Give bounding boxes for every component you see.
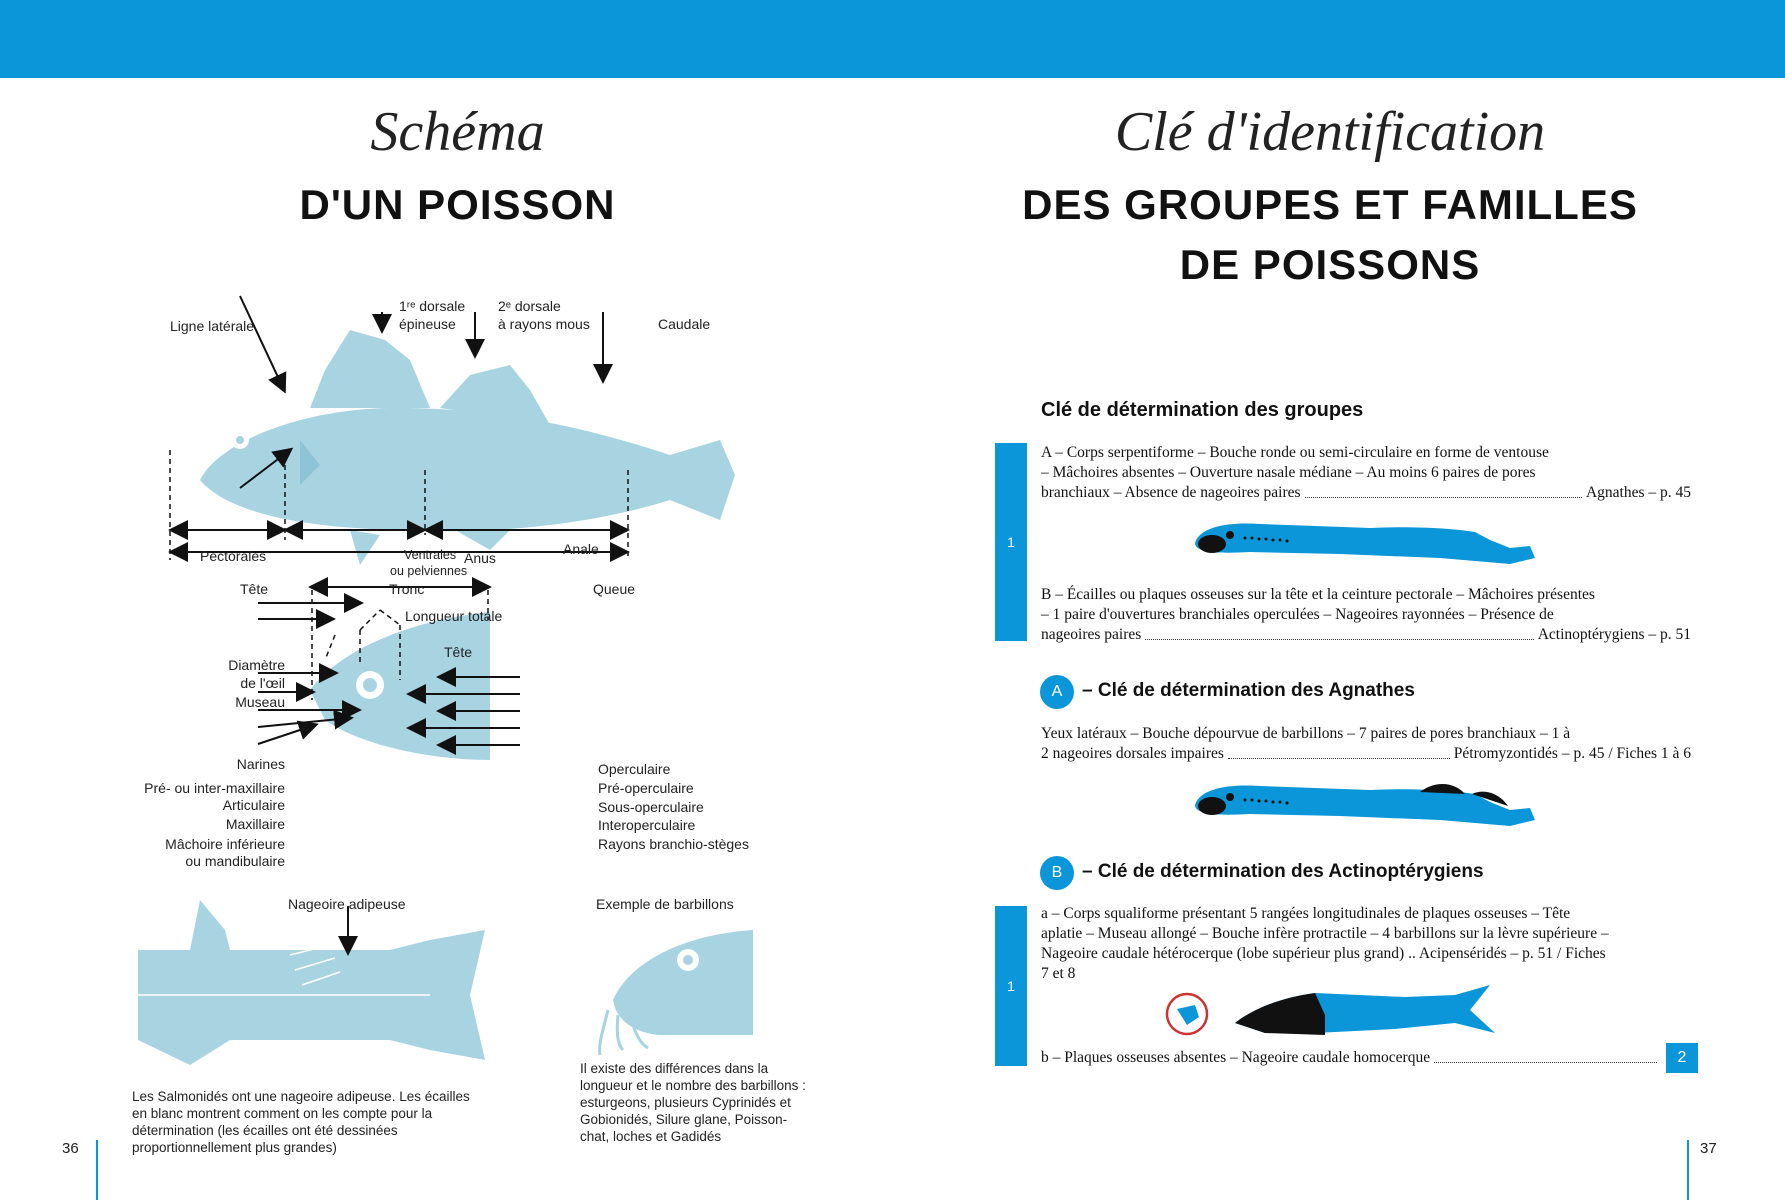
label-maxillaire: Maxillaire [225, 816, 285, 832]
page-number-right: 37 [1700, 1140, 1717, 1157]
label-preoperculaire: Pré-operculaire [598, 780, 694, 796]
left-title-script: Schéma [370, 101, 545, 163]
label-dorsale-1: 1ʳᵉ dorsale [399, 298, 466, 314]
lamprey-illustration-1 [1190, 518, 1540, 568]
actino-badge: B [1040, 856, 1074, 890]
label-premaxillaire: Pré- ou inter-maxillaire [144, 780, 285, 796]
key-A-line3-left: branchiaux – Absence de nageoires paires [1041, 484, 1301, 501]
label-dorsale-1b: épineuse [399, 316, 456, 332]
key-bar-1: 1 [995, 443, 1027, 641]
label-machoire: Mâchoire inférieure [165, 836, 285, 852]
key-a-line3: Nageoire caudale hétérocerque (lobe supérieur plus grand) .. Acipenséridés – p. 51 / Fiches [1041, 945, 1606, 962]
top-banner [0, 0, 1785, 78]
lamprey-illustration-2 [1190, 780, 1540, 830]
right-title-bold-1: DES GROUPES ET FAMILLES [1022, 181, 1638, 228]
key-option-a [1041, 904, 1691, 984]
label-interoperculaire: Interoperculaire [598, 817, 696, 833]
caption-barbillons: Il existe des différences dans la longueur et le nombre des barbillons : esturgeons, plusieurs Cyprinidés et Gobionidés, Silure glane, Poisson-chat, loches et Gadidés [580, 1061, 806, 1144]
page-rule-left [96, 1140, 98, 1200]
key-B-line2: – 1 paire d'ouvertures branchiales operculées – Nageoires rayonnées – Présence de [1041, 606, 1554, 623]
label-barbillons: Exemple de barbillons [596, 896, 734, 912]
key-a-line2: aplatie – Museau allongé – Bouche infère protractile – 4 barbillons sur la lèvre supérieure – [1041, 925, 1609, 942]
label-operculaire: Operculaire [598, 761, 671, 777]
key-option-b [1041, 1048, 1661, 1068]
label-adipeuse: Nageoire adipeuse [288, 896, 406, 912]
key-agnathes-line1: Yeux latéraux – Bouche dépourvue de barbillons – 7 paires de pores branchiaux – 1 à [1041, 725, 1571, 742]
page-rule-right [1687, 1140, 1689, 1200]
caption-salmonides: Les Salmonidés ont une nageoire adipeuse. Les écailles en blanc montrent comment on les compte pour la détermination (les écailles ont été dessinées proportionnellement plus grandes) [132, 1089, 470, 1155]
key-b-line-left: b – Plaques osseuses absentes – Nageoire caudale homocerque [1041, 1049, 1431, 1066]
agnathes-badge: A [1040, 675, 1074, 709]
label-articulaire: Articulaire [222, 797, 285, 813]
label-dorsale-2b: à rayons mous [498, 316, 590, 332]
label-anus: Anus [464, 550, 496, 566]
label-narines: Narines [236, 756, 285, 772]
label-diametre: Diamètre [228, 657, 285, 673]
label-anale: Anale [563, 541, 599, 557]
label-ligne-laterale: Ligne latérale [170, 318, 255, 334]
key-A-line2: – Mâchoires absentes – Ouverture nasale médiane – Au moins 6 paires de pores [1041, 464, 1536, 481]
label-rayons: Rayons branchio-stèges [598, 836, 749, 852]
sturgeon-illustration [1165, 985, 1505, 1045]
page-number-left: 36 [62, 1140, 79, 1157]
key-agnathes-line2-right: Pétromyzontidés – p. 45 / Fiches 1 à 6 [1453, 745, 1691, 762]
label-diametre-2: de l'œil [240, 675, 285, 691]
groups-heading: Clé de détermination des groupes [1041, 399, 1364, 421]
label-dorsale-2: 2ᵉ dorsale [498, 298, 561, 314]
catfish-head-illustration [588, 920, 763, 1060]
key-agnathes-line2-left: 2 nageoires dorsales impaires [1041, 745, 1224, 762]
agnathes-heading: – Clé de détermination des Agnathes [1082, 680, 1415, 701]
label-tete: Tête [240, 581, 269, 597]
actino-heading: – Clé de détermination des Actinoptérygiens [1082, 861, 1484, 882]
label-tete-detail: Tête [444, 644, 473, 660]
key-A-line1: A – Corps serpentiforme – Bouche ronde ou semi-circulaire en forme de ventouse [1041, 444, 1549, 461]
label-pectorales: Pectorales [200, 548, 267, 564]
key-option-B [1041, 585, 1691, 645]
salmon-illustration [130, 900, 490, 1090]
key-a-line1: a – Corps squaliforme présentant 5 rangées longitudinales de plaques osseuses – Tête [1041, 905, 1571, 922]
key-agnathes [1041, 724, 1691, 764]
key-a-line4: 7 et 8 [1041, 965, 1076, 982]
goto-step-2-box: 2 [1666, 1043, 1698, 1073]
right-title-script: Clé d'identification [1114, 101, 1546, 163]
label-caudale: Caudale [658, 316, 711, 332]
label-longueur-totale: Longueur totale [405, 608, 503, 624]
label-machoire-2: ou mandibulaire [185, 853, 285, 869]
key-A-line3-right: Agnathes – p. 45 [1585, 484, 1691, 501]
label-ventrales-2: ou pelviennes [390, 564, 468, 578]
key-B-line3-left: nageoires paires [1041, 626, 1142, 643]
label-museau: Museau [235, 694, 285, 710]
key-bar-2: 1 [995, 906, 1027, 1066]
key-B-line3-right: Actinoptérygiens – p. 51 [1537, 626, 1691, 643]
label-sousoperculaire: Sous-operculaire [598, 799, 704, 815]
right-title-bold-2: DE POISSONS [1179, 241, 1481, 288]
label-tronc: Tronc [389, 581, 425, 597]
key-option-A [1041, 443, 1691, 503]
left-title-bold: D'UN POISSON [299, 181, 616, 228]
key-B-line1: B – Écailles ou plaques osseuses sur la tête et la ceinture pectorale – Mâchoires présentes [1041, 586, 1595, 603]
label-ventrales: Ventrales [404, 548, 457, 562]
label-queue: Queue [593, 581, 636, 597]
